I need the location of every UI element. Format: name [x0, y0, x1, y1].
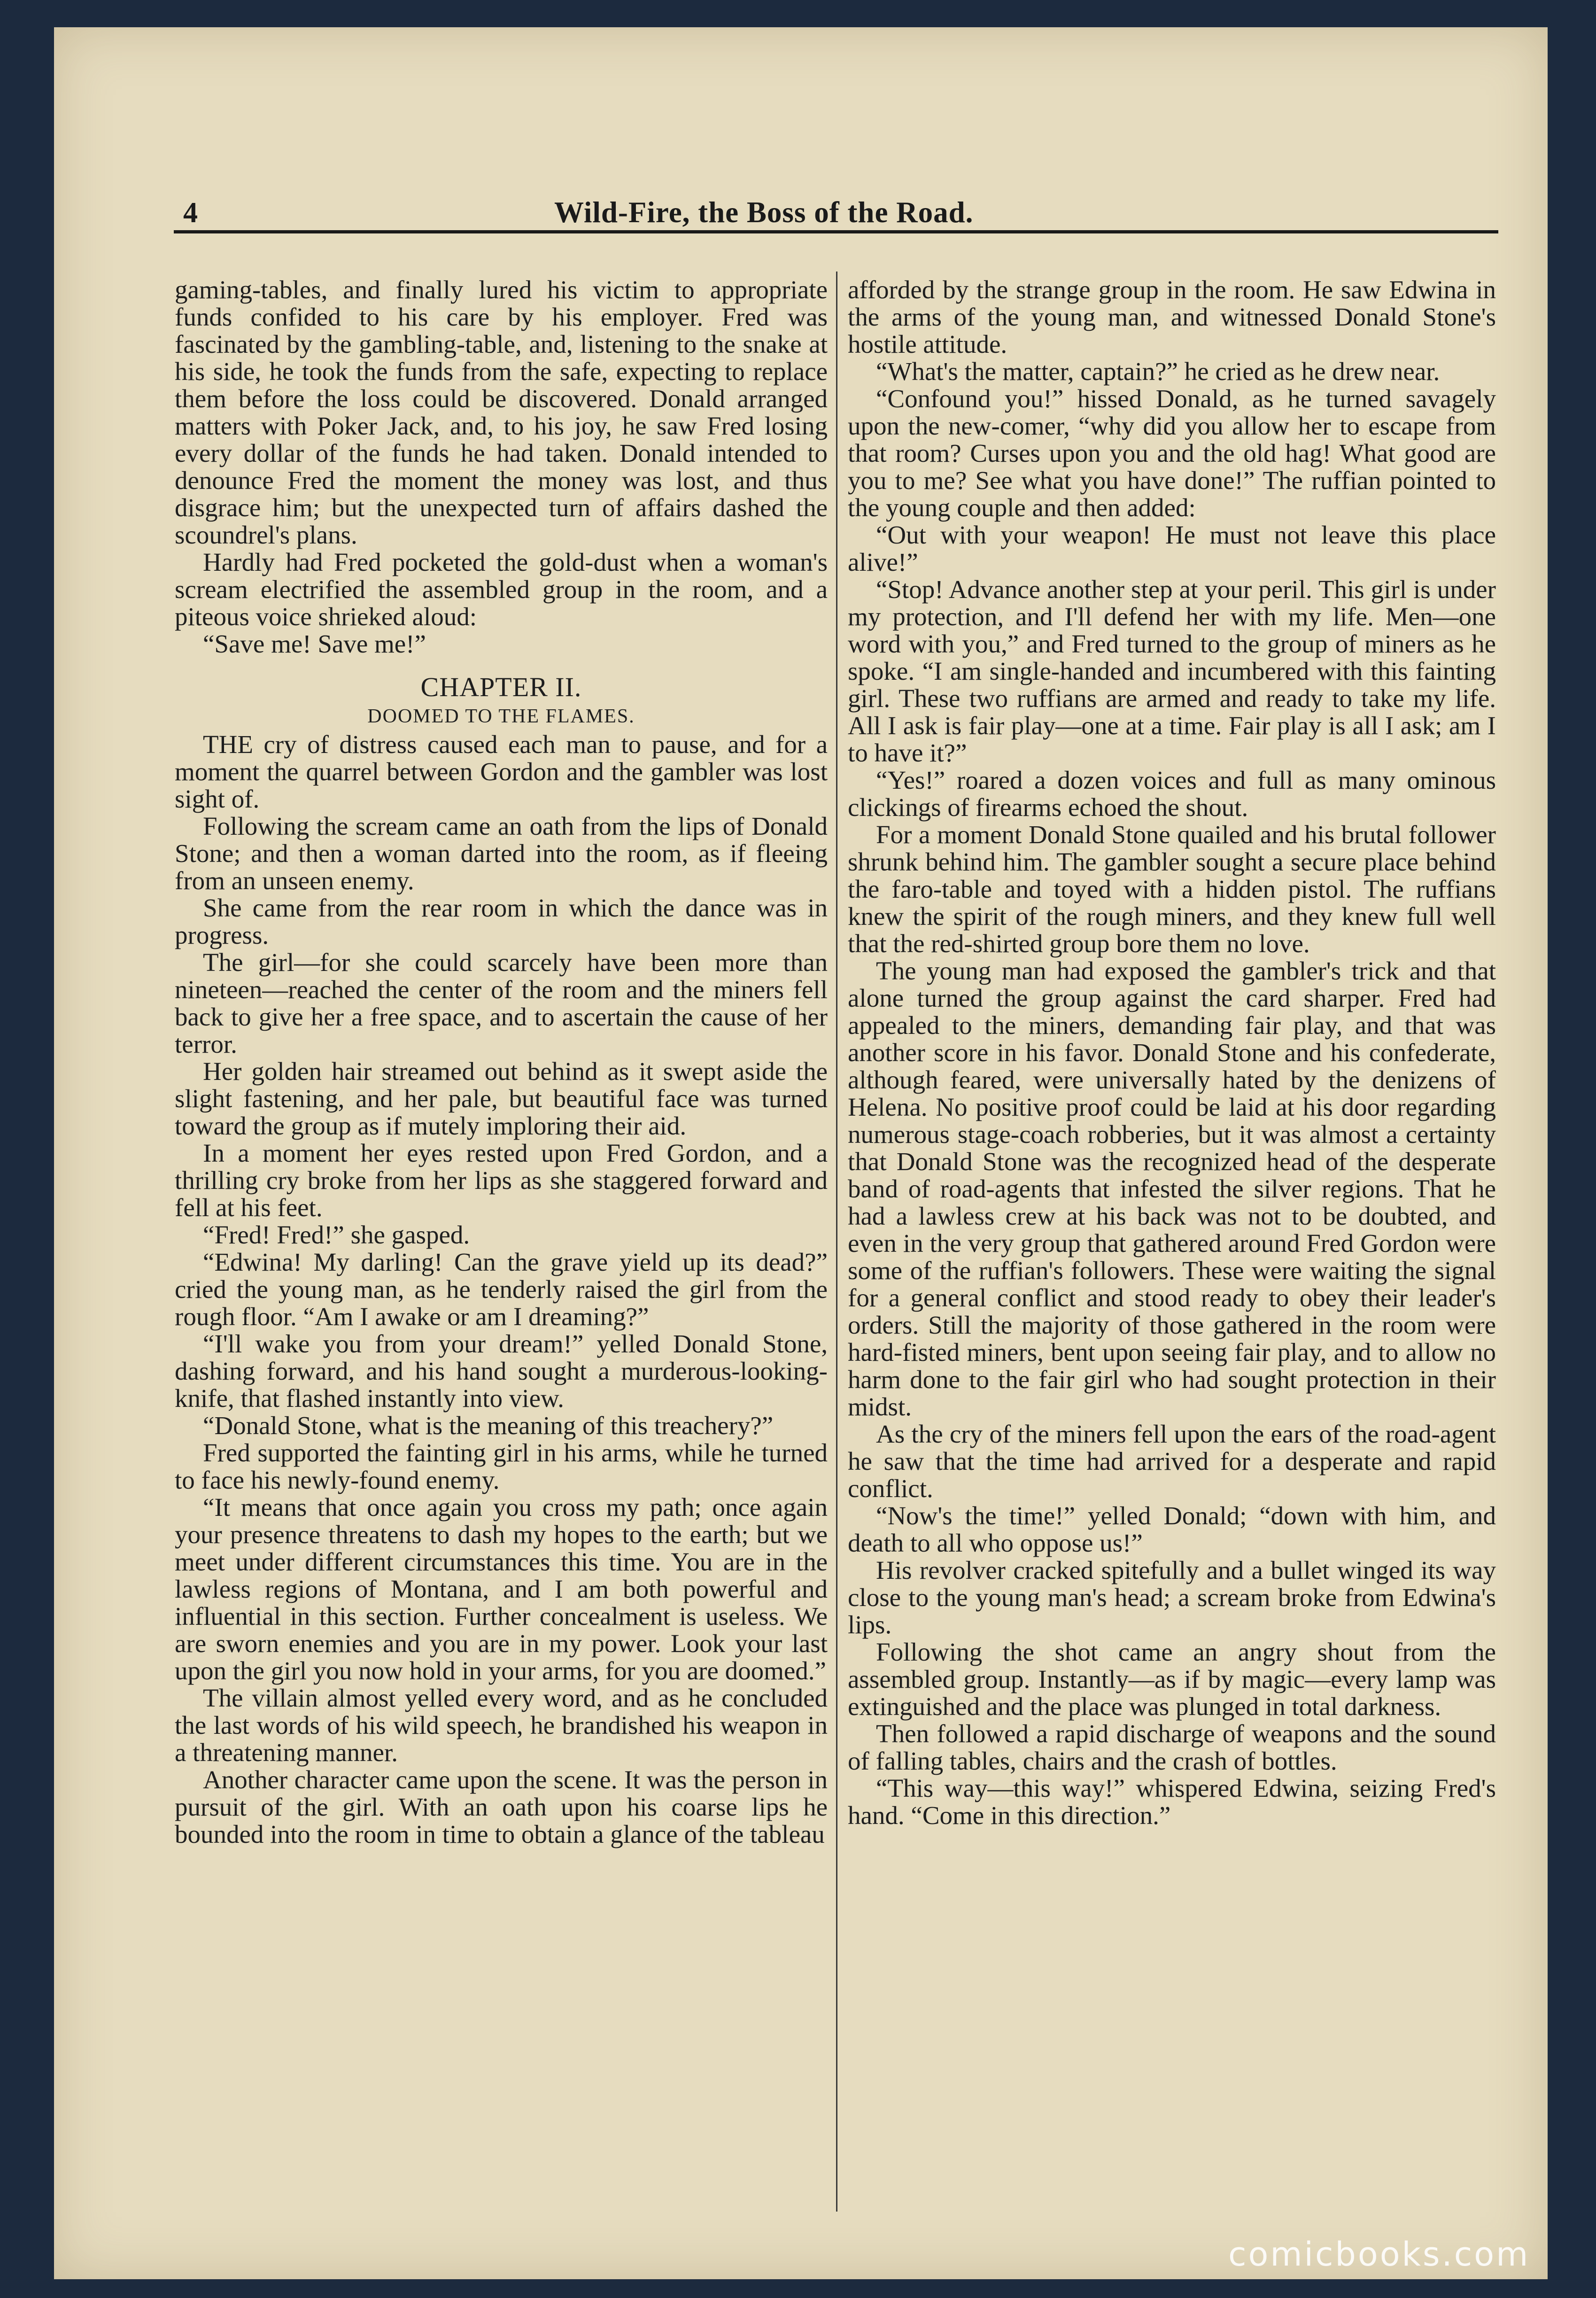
watermark: comicbooks.com [1228, 2235, 1530, 2274]
header-rule [174, 230, 1498, 233]
page-number: 4 [183, 197, 198, 229]
paragraph: The villain almost yelled every word, and as he concluded the last words of his wild speech, he brandished his weapon in a threatening manner. [175, 1684, 828, 1767]
running-title: Wild-Fire, the Boss of the Road. [554, 196, 974, 229]
paragraph: “Yes!” roared a dozen voices and full as many ominous clickings of firearms echoed the shout. [848, 766, 1496, 822]
paragraph: The girl—for she could scarcely have been more than nineteen—reached the center of the room and the miners fell back to give her a free space, and to ascertain the cause of her terror. [175, 948, 828, 1058]
paragraph: “Fred! Fred!” she gasped. [203, 1220, 470, 1249]
paragraph: His revolver cracked spitefully and a bullet winged its way close to the young man's head; a scream broke from Edwina's lips. [848, 1556, 1496, 1639]
left-column [175, 276, 828, 1848]
paragraph: “Save me! Save me!” [203, 629, 426, 658]
paragraph: The young man had exposed the gambler's trick and that alone turned the group against the card sharper. Fred had appealed to the miners, demanding fair play, and that was another score in his favor. Donald Stone and his confederate, although feared, were universally hated by the denizens of Helena. No positive proof could be laid at his door regarding numerous stage-coach robberies, but it was almost a certainty that Donald Stone was the recognized head of the desperate band of road-agents that infested the silver regions. That he had a lawless crew at his back was not to be doubted, and even in the very group that gathered around Fred Gordon were some of the ruffian's followers. These were waiting the signal for a general conflict and stood ready to obey their leader's orders. Still the majority of those gathered in the room were hard-fisted miners, bent upon seeing fair play, and to allow no harm done to the fair girl who had sought protection in their midst. [848, 956, 1496, 1421]
paragraph: “Edwina! My darling! Can the grave yield up its dead?” cried the young man, as he tenderly raised the girl from the rough floor. “Am I awake or am I dreaming?” [175, 1248, 828, 1331]
paragraph: “Now's the time!” yelled Donald; “down with him, and death to all who oppose us!” [848, 1501, 1496, 1557]
paragraph: gaming-tables, and finally lured his victim to appropriate funds confided to his care by his employer. Fred was fascinated by the gambling-table, and, listening to the snake at his side, he took the funds from the safe, expecting to replace them before the loss could be discovered. Donald arranged matters with Poker Jack, and, to his joy, he saw Fred losing every dollar of the funds he had taken. Donald intended to denounce Fred the moment the money was lost, and thus disgrace him; but the unexpected turn of affairs dashed the scoundrel's plans. [175, 275, 828, 549]
magazine-page [54, 27, 1548, 2279]
paragraph: “Stop! Advance another step at your peril. This girl is under my protection, and I'll defend her with my life. Men—one word with you,” and Fred turned to the group of miners as he spoke. “I am single-handed and incumbered with this fainting girl. These two ruffians are armed and ready to take my life. All I ask is fair play—one at a time. Fair play is all I ask; am I to have it?” [848, 575, 1496, 767]
paragraph: “What's the matter, captain?” he cried as he drew near. [876, 357, 1440, 386]
paragraph: Following the scream came an oath from the lips of Donald Stone; and then a woman darted into the room, as if fleeing from an unseen enemy. [175, 812, 828, 895]
paragraph: Hardly had Fred pocketed the gold-dust when a woman's scream electrified the assembled group in the room, and a piteous voice shrieked aloud: [175, 548, 828, 631]
paragraph: “Confound you!” hissed Donald, as he turned savagely upon the new-comer, “why did you allow her to escape from that room? Curses upon you and the old hag! What good are you to me? See what you have done!” The ruffian pointed to the young couple and then added: [848, 384, 1496, 522]
paragraph: Fred supported the fainting girl in his arms, while he turned to face his newly-found enemy. [175, 1438, 828, 1494]
paragraph: In a moment her eyes rested upon Fred Gordon, and a thrilling cry broke from her lips as she staggered forward and fell at his feet. [175, 1139, 828, 1222]
paragraph: Following the shot came an angry shout from the assembled group. Instantly—as if by magic—every lamp was extinguished and the place was plunged in total darkness. [848, 1638, 1496, 1721]
chapter-title: CHAPTER II. [420, 672, 582, 702]
paragraph: “I'll wake you from your dream!” yelled Donald Stone, dashing forward, and his hand sought a murderous-looking-knife, that flashed instantly into view. [175, 1329, 828, 1413]
paragraph: afforded by the strange group in the room. He saw Edwina in the arms of the young man, and witnessed Donald Stone's hostile attitude. [848, 275, 1496, 358]
paragraph: As the cry of the miners fell upon the ears of the road-agent he saw that the time had arrived for a desperate and rapid conflict. [848, 1420, 1496, 1503]
page-header [54, 27, 1548, 234]
column-divider [836, 272, 837, 2212]
paragraph: “It means that once again you cross my path; once again your presence threatens to dash my hopes to the earth; but we meet under different circumstances this time. You are in the lawless regions of Montana, and I am both powerful and influential in this section. Further concealment is useless. We are sworn enemies and you are in my power. Look your last upon the girl you now hold in your arms, for you are doomed.” [175, 1493, 828, 1685]
paragraph: Her golden hair streamed out behind as it swept aside the slight fastening, and her pale, but beautiful face was turned toward the group as if mutely imploring their aid. [175, 1057, 828, 1140]
chapter-subtitle: DOOMED TO THE FLAMES. [367, 706, 635, 727]
paragraph: THE cry of distress caused each man to pause, and for a moment the quarrel between Gordon and the gambler was lost sight of. [175, 730, 828, 813]
paragraph: “Donald Stone, what is the meaning of this treachery?” [203, 1411, 774, 1440]
paragraph: Then followed a rapid discharge of weapons and the sound of falling tables, chairs and the crash of bottles. [848, 1719, 1496, 1775]
right-column [848, 276, 1496, 1829]
paragraph: She came from the rear room in which the dance was in progress. [175, 893, 828, 949]
paragraph: For a moment Donald Stone quailed and his brutal follower shrunk behind him. The gambler sought a secure place behind the faro-table and toyed with a hidden pistol. The ruffians knew the spirit of the rough miners, and they knew full well that the red-shirted group bore them no love. [848, 820, 1496, 958]
paragraph: Another character came upon the scene. It was the person in pursuit of the girl. With an oath upon his coarse lips he bounded into the room in time to obtain a glance of the tableau [175, 1765, 828, 1848]
paragraph: “This way—this way!” whispered Edwina, seizing Fred's hand. “Come in this direction.” [848, 1774, 1496, 1830]
paragraph: “Out with your weapon! He must not leave this place alive!” [848, 520, 1496, 576]
